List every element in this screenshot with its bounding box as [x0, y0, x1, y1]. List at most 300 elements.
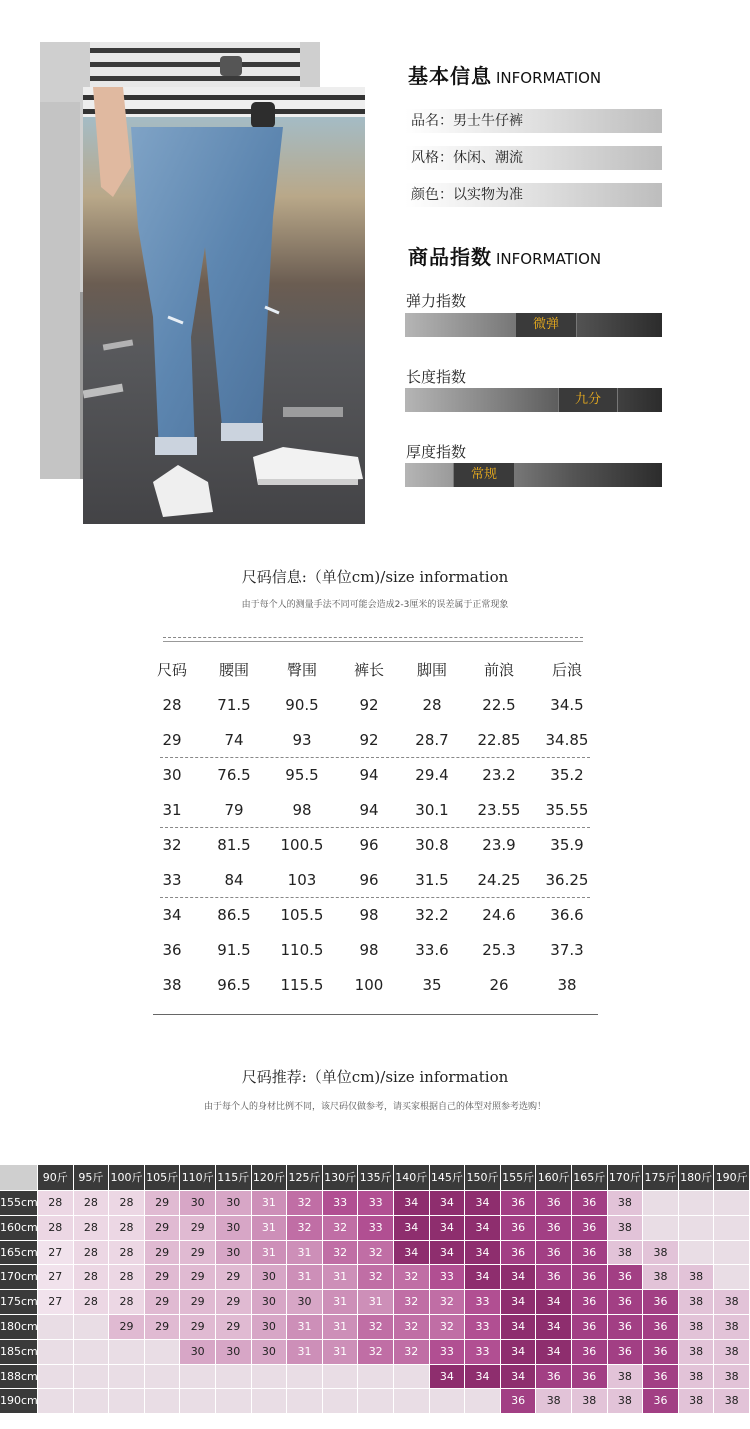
grid-height-header: 188cm: [0, 1365, 38, 1390]
grid-size-cell: 31: [252, 1191, 288, 1216]
grid-size-cell: 32: [287, 1191, 323, 1216]
grid-size-cell: 29: [216, 1290, 252, 1315]
grid-size-cell: 36: [572, 1340, 608, 1365]
grid-size-cell: 31: [287, 1241, 323, 1266]
grid-size-cell: 31: [287, 1265, 323, 1290]
grid-height-header: 185cm: [0, 1340, 38, 1365]
grid-size-cell: 34: [465, 1365, 501, 1390]
grid-size-cell: 33: [430, 1265, 466, 1290]
grid-size-cell: 32: [287, 1216, 323, 1241]
size-table-cell: 33: [162, 871, 182, 889]
grid-size-cell: 34: [394, 1191, 430, 1216]
grid-size-cell: 38: [608, 1389, 644, 1414]
grid-size-cell: 38: [608, 1191, 644, 1216]
grid-size-cell: 38: [714, 1389, 750, 1414]
grid-size-cell: 36: [643, 1389, 679, 1414]
grid-weight-header: 190斤: [714, 1165, 750, 1191]
size-table-cell: 79: [224, 801, 244, 819]
grid-size-cell: 34: [536, 1290, 572, 1315]
grid-size-cell: 31: [323, 1315, 359, 1340]
size-table-cell: 34.5: [550, 696, 584, 714]
grid-size-cell: 30: [252, 1315, 288, 1340]
grid-size-cell: 33: [465, 1290, 501, 1315]
size-table-cell: 74: [224, 731, 244, 749]
basic-info-title-en: INFORMATION: [496, 69, 602, 87]
grid-size-cell: 36: [572, 1265, 608, 1290]
size-table-cell: 93: [292, 731, 312, 749]
grid-size-cell: 36: [572, 1241, 608, 1266]
grid-weight-header: 150斤: [465, 1165, 501, 1191]
grid-size-cell: [358, 1365, 394, 1390]
grid-size-cell: [109, 1365, 145, 1390]
size-rec-title: 尺码推荐:（单位cm)/size information: [241, 1068, 509, 1086]
grid-size-cell: 36: [608, 1290, 644, 1315]
thickness-bar: [405, 463, 662, 487]
grid-height-header: 175cm: [0, 1290, 38, 1315]
grid-size-cell: 36: [501, 1389, 537, 1414]
info-row-color: 颜色：以实物为准: [405, 183, 662, 207]
size-table-header-cell: 裤长: [353, 661, 384, 679]
grid-size-cell: 29: [180, 1315, 216, 1340]
grid-size-cell: 34: [430, 1365, 466, 1390]
size-table-cell: 94: [359, 801, 379, 819]
grid-size-cell: 38: [679, 1340, 715, 1365]
grid-size-cell: [38, 1315, 74, 1340]
grid-height-header: 190cm: [0, 1389, 38, 1414]
size-table-row: [0, 688, 750, 723]
grid-size-cell: 36: [501, 1241, 537, 1266]
grid-size-cell: 29: [145, 1191, 181, 1216]
grid-size-cell: 28: [74, 1290, 110, 1315]
grid-size-cell: 29: [145, 1265, 181, 1290]
grid-size-cell: 36: [572, 1191, 608, 1216]
size-table-cell: 28.7: [415, 731, 449, 749]
size-table-cell: 34: [162, 906, 182, 924]
grid-size-cell: 38: [714, 1340, 750, 1365]
grid-size-cell: [287, 1365, 323, 1390]
size-table-cell: 24.6: [482, 906, 516, 924]
grid-size-cell: 29: [180, 1216, 216, 1241]
grid-weight-header: 165斤: [572, 1165, 608, 1191]
grid-size-cell: 32: [358, 1340, 394, 1365]
size-table-header-cell: 尺码: [156, 661, 187, 679]
grid-size-cell: [109, 1340, 145, 1365]
size-table-cell: 34.85: [545, 731, 589, 749]
grid-size-cell: 30: [216, 1340, 252, 1365]
grid-size-cell: 34: [501, 1340, 537, 1365]
grid-size-cell: [252, 1389, 288, 1414]
grid-size-cell: 36: [536, 1191, 572, 1216]
grid-size-cell: 38: [608, 1216, 644, 1241]
grid-size-cell: 28: [74, 1265, 110, 1290]
size-table-cell: 30: [162, 766, 182, 784]
grid-weight-header: 145斤: [430, 1165, 466, 1191]
size-table-cell: 96.5: [217, 976, 251, 994]
grid-weight-header: 175斤: [643, 1165, 679, 1191]
grid-size-cell: 30: [287, 1290, 323, 1315]
grid-size-cell: 33: [465, 1315, 501, 1340]
size-table-cell: 33.6: [415, 941, 449, 959]
grid-size-cell: 28: [38, 1191, 74, 1216]
grid-size-cell: 30: [216, 1216, 252, 1241]
grid-size-cell: 38: [679, 1389, 715, 1414]
size-table-cell: 28: [422, 696, 442, 714]
size-table-header-cell: 前浪: [483, 661, 514, 679]
grid-size-cell: 28: [38, 1216, 74, 1241]
grid-size-cell: 38: [679, 1315, 715, 1340]
elasticity-value: 微弹: [515, 313, 577, 337]
size-table-cell: 29.4: [415, 766, 449, 784]
grid-size-cell: 34: [430, 1191, 466, 1216]
grid-size-cell: 29: [180, 1290, 216, 1315]
elasticity-label: 弹力指数: [406, 292, 467, 310]
size-table-cell: 22.85: [477, 731, 521, 749]
grid-size-cell: [216, 1389, 252, 1414]
elasticity-bar: [405, 313, 662, 337]
size-table-cell: 30.8: [415, 836, 449, 854]
grid-size-cell: 29: [145, 1216, 181, 1241]
size-table-cell: 29: [162, 731, 182, 749]
grid-size-cell: [109, 1389, 145, 1414]
grid-size-cell: [145, 1365, 181, 1390]
size-table-cell: 103: [287, 871, 317, 889]
grid-size-cell: 38: [536, 1389, 572, 1414]
size-table-row: [0, 828, 750, 863]
size-table-cell: 100: [354, 976, 384, 994]
grid-height-header: 180cm: [0, 1315, 38, 1340]
size-table-cell: 98: [359, 906, 379, 924]
grid-size-cell: 36: [501, 1216, 537, 1241]
grid-size-cell: 38: [643, 1265, 679, 1290]
size-table-cell: 91.5: [217, 941, 251, 959]
grid-size-cell: [74, 1389, 110, 1414]
size-table-cell: 76.5: [217, 766, 251, 784]
grid-size-cell: 32: [358, 1241, 394, 1266]
grid-size-cell: 32: [323, 1216, 359, 1241]
grid-size-cell: 34: [465, 1191, 501, 1216]
size-table-cell: 23.55: [477, 801, 521, 819]
basic-info-title-cn: 基本信息: [408, 64, 492, 88]
grid-size-cell: 29: [145, 1241, 181, 1266]
size-recommendation-grid: [0, 1165, 750, 1417]
grid-size-cell: [38, 1389, 74, 1414]
grid-size-cell: [323, 1365, 359, 1390]
grid-size-cell: [465, 1389, 501, 1414]
grid-weight-header: 135斤: [358, 1165, 394, 1191]
grid-size-cell: 31: [287, 1315, 323, 1340]
grid-weight-header: 95斤: [74, 1165, 110, 1191]
grid-size-cell: [714, 1241, 750, 1266]
info-row-name: 品名：男士牛仔裤: [405, 109, 662, 133]
grid-size-cell: 33: [323, 1191, 359, 1216]
size-table-cell: 100.5: [280, 836, 324, 854]
grid-size-cell: 36: [536, 1365, 572, 1390]
size-table-header: [0, 653, 750, 688]
grid-size-cell: 30: [252, 1340, 288, 1365]
grid-size-cell: 38: [643, 1241, 679, 1266]
grid-size-cell: 34: [430, 1216, 466, 1241]
grid-size-cell: 28: [109, 1191, 145, 1216]
grid-weight-header: 170斤: [608, 1165, 644, 1191]
grid-size-cell: 31: [252, 1216, 288, 1241]
grid-size-cell: 27: [38, 1265, 74, 1290]
grid-corner: [0, 1165, 38, 1191]
grid-size-cell: 36: [572, 1315, 608, 1340]
size-table: [0, 653, 750, 1013]
grid-size-cell: 28: [109, 1241, 145, 1266]
grid-size-cell: 38: [679, 1290, 715, 1315]
product-index-title: [408, 241, 601, 270]
size-table-cell: 35.9: [550, 836, 584, 854]
grid-size-cell: 28: [109, 1216, 145, 1241]
size-table-cell: 36.6: [550, 906, 584, 924]
grid-size-cell: 33: [465, 1340, 501, 1365]
size-table-cell: 92: [359, 696, 379, 714]
grid-size-cell: [358, 1389, 394, 1414]
grid-size-cell: 38: [714, 1365, 750, 1390]
size-table-cell: 26: [489, 976, 509, 994]
grid-size-cell: 30: [180, 1191, 216, 1216]
grid-size-cell: 34: [536, 1315, 572, 1340]
grid-size-cell: [643, 1191, 679, 1216]
grid-size-cell: 34: [394, 1241, 430, 1266]
grid-size-cell: 34: [465, 1241, 501, 1266]
size-table-cell: 23.2: [482, 766, 516, 784]
grid-size-cell: 32: [394, 1315, 430, 1340]
grid-size-cell: 38: [679, 1265, 715, 1290]
size-table-cell: 28: [162, 696, 182, 714]
size-table-row: [0, 898, 750, 933]
size-table-cell: 35.55: [545, 801, 589, 819]
grid-size-cell: 34: [430, 1241, 466, 1266]
size-table-cell: 22.5: [482, 696, 516, 714]
grid-size-cell: [180, 1389, 216, 1414]
grid-size-cell: 30: [216, 1191, 252, 1216]
grid-size-cell: 27: [38, 1290, 74, 1315]
grid-weight-header: 115斤: [216, 1165, 252, 1191]
grid-size-cell: 34: [536, 1340, 572, 1365]
grid-size-cell: 34: [501, 1365, 537, 1390]
size-table-cell: 25.3: [482, 941, 516, 959]
grid-weight-header: 160斤: [536, 1165, 572, 1191]
grid-size-cell: 36: [608, 1315, 644, 1340]
size-table-cell: 86.5: [217, 906, 251, 924]
size-table-cell: 24.25: [477, 871, 521, 889]
grid-height-header: 160cm: [0, 1216, 38, 1241]
grid-size-cell: 38: [608, 1241, 644, 1266]
grid-size-cell: [145, 1389, 181, 1414]
size-table-cell: 115.5: [280, 976, 324, 994]
size-table-top-rule-2: [163, 641, 583, 642]
grid-size-cell: 36: [643, 1365, 679, 1390]
size-table-header-cell: 后浪: [551, 661, 582, 679]
size-table-cell: 23.9: [482, 836, 516, 854]
grid-size-cell: 34: [501, 1290, 537, 1315]
size-rec-note: 由于每个人的身材比例不同，该尺码仅做参考，请买家根据自己的体型对照参考选购！: [203, 1102, 546, 1112]
grid-size-cell: 30: [252, 1290, 288, 1315]
grid-size-cell: [38, 1365, 74, 1390]
grid-weight-header: 155斤: [501, 1165, 537, 1191]
size-table-cell: 92: [359, 731, 379, 749]
size-table-header-cell: 臀围: [286, 661, 317, 679]
size-table-top-rule: [163, 637, 583, 638]
size-table-cell: 84: [224, 871, 244, 889]
grid-size-cell: [74, 1365, 110, 1390]
grid-size-cell: 36: [572, 1290, 608, 1315]
size-table-cell: 35: [422, 976, 442, 994]
size-table-cell: 95.5: [285, 766, 319, 784]
grid-size-cell: 36: [643, 1315, 679, 1340]
size-table-cell: 105.5: [280, 906, 324, 924]
size-info-title: 尺码信息:（单位cm)/size information: [241, 568, 509, 586]
grid-size-cell: [679, 1191, 715, 1216]
grid-size-cell: 34: [465, 1265, 501, 1290]
grid-size-cell: 36: [608, 1340, 644, 1365]
grid-size-cell: 38: [572, 1389, 608, 1414]
grid-size-cell: 32: [394, 1265, 430, 1290]
product-index-title-cn: 商品指数: [408, 245, 492, 269]
size-table-cell: 90.5: [285, 696, 319, 714]
length-value: 九分: [558, 388, 618, 412]
grid-weight-header: 125斤: [287, 1165, 323, 1191]
grid-size-cell: 34: [501, 1315, 537, 1340]
grid-size-cell: 30: [180, 1340, 216, 1365]
grid-size-cell: 29: [216, 1315, 252, 1340]
grid-size-cell: 29: [180, 1241, 216, 1266]
size-table-cell: 38: [557, 976, 577, 994]
grid-size-cell: 29: [145, 1315, 181, 1340]
model-photo-front-image: [83, 87, 365, 524]
grid-size-cell: 36: [501, 1191, 537, 1216]
grid-size-cell: 38: [679, 1365, 715, 1390]
grid-size-cell: [74, 1340, 110, 1365]
grid-height-header: 165cm: [0, 1241, 38, 1266]
grid-size-cell: 32: [430, 1315, 466, 1340]
grid-weight-header: 130斤: [323, 1165, 359, 1191]
grid-size-cell: 31: [323, 1265, 359, 1290]
grid-size-cell: 27: [38, 1241, 74, 1266]
size-table-row: [0, 793, 750, 828]
grid-size-cell: 28: [74, 1216, 110, 1241]
size-table-cell: 35.2: [550, 766, 584, 784]
grid-size-cell: 38: [714, 1315, 750, 1340]
grid-size-cell: 32: [358, 1265, 394, 1290]
grid-size-cell: 28: [74, 1241, 110, 1266]
grid-size-cell: 31: [358, 1290, 394, 1315]
grid-size-cell: 33: [358, 1191, 394, 1216]
grid-size-cell: 36: [572, 1216, 608, 1241]
size-table-row: [0, 723, 750, 758]
size-table-cell: 36: [162, 941, 182, 959]
length-label: 长度指数: [406, 368, 467, 386]
size-table-row: [0, 968, 750, 1003]
size-table-cell: 31: [162, 801, 182, 819]
size-table-cell: 110.5: [280, 941, 324, 959]
grid-size-cell: 36: [536, 1216, 572, 1241]
grid-size-cell: [643, 1216, 679, 1241]
grid-size-cell: 32: [323, 1241, 359, 1266]
grid-size-cell: [714, 1191, 750, 1216]
grid-size-cell: 34: [501, 1265, 537, 1290]
grid-size-cell: 36: [572, 1365, 608, 1390]
size-table-bottom-rule: [153, 1014, 598, 1015]
info-row-style: 风格：休闲、潮流: [405, 146, 662, 170]
size-table-cell: 31.5: [415, 871, 449, 889]
size-table-cell: 30.1: [415, 801, 449, 819]
grid-size-cell: [74, 1315, 110, 1340]
grid-size-cell: [714, 1265, 750, 1290]
grid-weight-header: 120斤: [252, 1165, 288, 1191]
grid-size-cell: 31: [323, 1290, 359, 1315]
grid-size-cell: 34: [394, 1216, 430, 1241]
grid-size-cell: 36: [643, 1290, 679, 1315]
grid-weight-header: 105斤: [145, 1165, 181, 1191]
grid-weight-header: 100斤: [109, 1165, 145, 1191]
size-table-cell: 81.5: [217, 836, 251, 854]
grid-size-cell: 29: [180, 1265, 216, 1290]
grid-size-cell: 31: [323, 1340, 359, 1365]
length-bar: [405, 388, 662, 412]
size-table-cell: 36.25: [545, 871, 589, 889]
grid-size-cell: 30: [252, 1265, 288, 1290]
grid-size-cell: 32: [358, 1315, 394, 1340]
grid-size-cell: 36: [536, 1265, 572, 1290]
basic-info-title: [408, 60, 601, 89]
grid-weight-header: 90斤: [38, 1165, 74, 1191]
grid-size-cell: 31: [287, 1340, 323, 1365]
grid-size-cell: [145, 1340, 181, 1365]
grid-size-cell: [180, 1365, 216, 1390]
model-photo-front: [83, 87, 365, 524]
grid-size-cell: 38: [608, 1365, 644, 1390]
size-table-cell: 98: [359, 941, 379, 959]
grid-size-cell: 36: [643, 1340, 679, 1365]
grid-size-cell: [679, 1241, 715, 1266]
size-table-cell: 71.5: [217, 696, 251, 714]
size-table-header-cell: 脚围: [416, 661, 447, 679]
grid-size-cell: 36: [608, 1265, 644, 1290]
thickness-label: 厚度指数: [406, 443, 467, 461]
grid-size-cell: [430, 1389, 466, 1414]
grid-size-cell: 29: [145, 1290, 181, 1315]
thickness-value: 常规: [453, 463, 515, 487]
grid-size-cell: 33: [358, 1216, 394, 1241]
size-table-row: [0, 933, 750, 968]
size-table-header-cell: 腰围: [218, 661, 249, 679]
grid-size-cell: 38: [714, 1290, 750, 1315]
grid-size-cell: [216, 1365, 252, 1390]
grid-size-cell: [252, 1365, 288, 1390]
grid-size-cell: [394, 1365, 430, 1390]
grid-size-cell: 32: [394, 1290, 430, 1315]
grid-size-cell: 28: [109, 1265, 145, 1290]
grid-size-cell: 36: [536, 1241, 572, 1266]
size-table-cell: 38: [162, 976, 182, 994]
grid-weight-header: 110斤: [180, 1165, 216, 1191]
grid-size-cell: 28: [109, 1290, 145, 1315]
grid-weight-header: 140斤: [394, 1165, 430, 1191]
grid-size-cell: [714, 1216, 750, 1241]
grid-height-header: 170cm: [0, 1265, 38, 1290]
grid-size-cell: 28: [74, 1191, 110, 1216]
grid-size-cell: [287, 1389, 323, 1414]
size-table-cell: 98: [292, 801, 312, 819]
grid-size-cell: 32: [430, 1290, 466, 1315]
grid-size-cell: 29: [109, 1315, 145, 1340]
grid-size-cell: 31: [252, 1241, 288, 1266]
size-table-row: [0, 758, 750, 793]
size-table-cell: 32.2: [415, 906, 449, 924]
